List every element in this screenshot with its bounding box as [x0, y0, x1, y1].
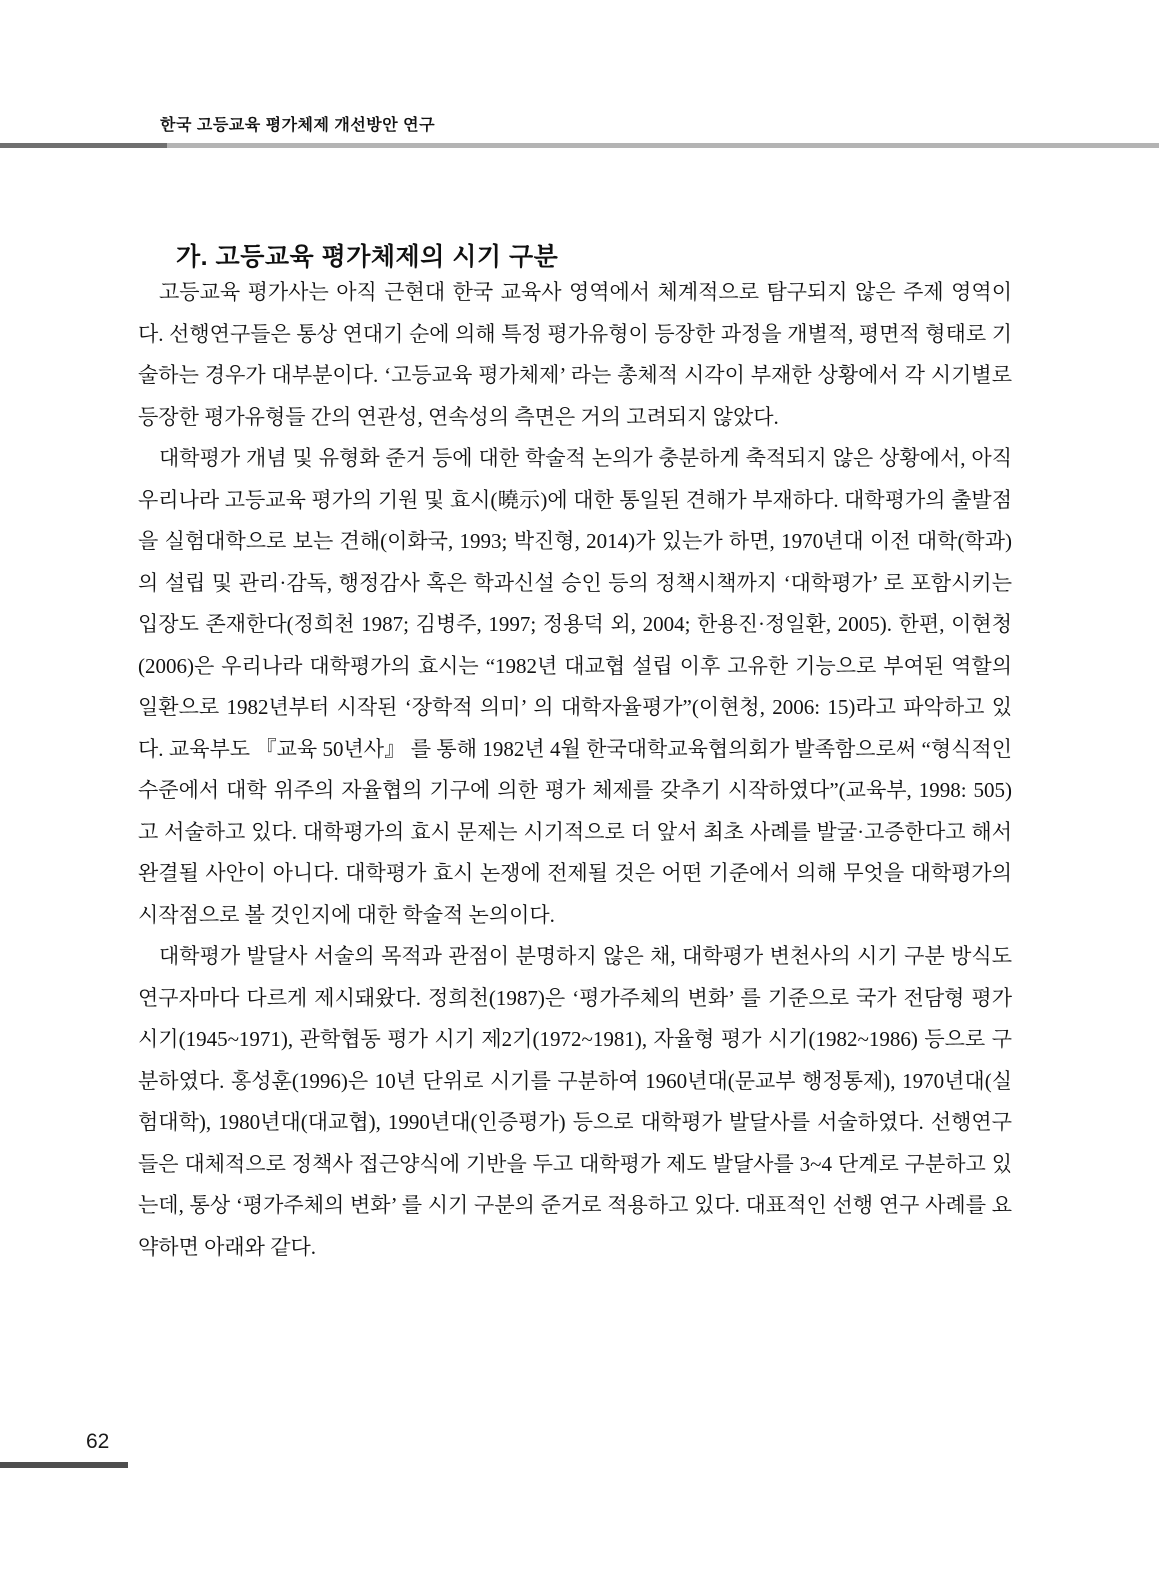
footer-bar [0, 1462, 128, 1468]
running-header-title: 한국 고등교육 평가체제 개선방안 연구 [160, 117, 436, 134]
body-text-block [138, 272, 1012, 1268]
paragraph: 대학평가 개념 및 유형화 준거 등에 대한 학술적 논의가 충분하게 축적되지 않은 상황에서, 아직 우리나라 고등교육 평가의 기원 및 효시(曉示)에 대한 통일된 견해가 부재하다. 대학평가의 출발점을 실험대학으로 보는 견해(이화국, 1993; 박진형, 2014)가 있는가 하면, 1970년대 이전 대학(학과)의 설립 및 관리·감독, 행정감사 혹은 학과신설 승인 등의 정책시책까지 ‘대학평가’ 로 포함시키는 입장도 존재한다(정희천 1987; 김병주, 1997; 정용덕 외, 2004; 한용진·정일환, 2005). 한편, 이현청(2006)은 우리나라 대학평가의 효시는 “1982년 대교협 설립 이후 고유한 기능으로 부여된 역할의 일환으로 1982년부터 시작된 ‘장학적 의미’ 의 대학자율평가”(이현청, 2006: 15)라고 파악하고 있다. 교육부도 『교육 50년사』 를 통해 1982년 4월 한국대학교육협의회가 발족함으로써 “형식적인 수준에서 대학 위주의 자율협의 기구에 의한 평가 체제를 갖추기 시작하였다”(교육부, 1998: 505)고 서술하고 있다. 대학평가의 효시 문제는 시기적으로 더 앞서 최초 사례를 발굴·고증한다고 해서 완결될 사안이 아니다. 대학평가 효시 논쟁에 전제될 것은 어떤 기준에서 의해 무엇을 대학평가의 시작점으로 볼 것인지에 대한 학술적 논의이다. [138, 446, 1012, 927]
page-number: 62 [86, 1430, 110, 1453]
paragraph: 고등교육 평가사는 아직 근현대 한국 교육사 영역에서 체계적으로 탐구되지 않은 주제 영역이다. 선행연구들은 통상 연대기 순에 의해 특정 평가유형이 등장한 과정을 개별적, 평면적 형태로 기술하는 경우가 대부분이다. ‘고등교육 평가체제’ 라는 총체적 시각이 부재한 상황에서 각 시기별로 등장한 평가유형들 간의 연관성, 연속성의 측면은 거의 고려되지 않았다. [138, 280, 1012, 429]
header-rule-dark-segment [0, 143, 167, 148]
section-heading: 가. 고등교육 평가체제의 시기 구분 [176, 242, 559, 271]
paragraph: 대학평가 발달사 서술의 목적과 관점이 분명하지 않은 채, 대학평가 변천사의 시기 구분 방식도 연구자마다 다르게 제시돼왔다. 정희천(1987)은 ‘평가주체의 변화’ 를 기준으로 국가 전담형 평가 시기(1945~1971), 관학협동 평가 시기 제2기(1972~1981), 자율형 평가 시기(1982~1986) 등으로 구분하였다. 홍성훈(1996)은 10년 단위로 시기를 구분하여 1960년대(문교부 행정통제), 1970년대(실험대학), 1980년대(대교협), 1990년대(인증평가) 등으로 대학평가 발달사를 서술하였다. 선행연구들은 대체적으로 정책사 접근양식에 기반을 두고 대학평가 제도 발달사를 3~4 단계로 구분하고 있는데, 통상 ‘평가주체의 변화’ 를 시기 구분의 준거로 적용하고 있다. 대표적인 선행 연구 사례를 요약하면 아래와 같다. [138, 944, 1012, 1259]
header-rule [0, 143, 1159, 148]
